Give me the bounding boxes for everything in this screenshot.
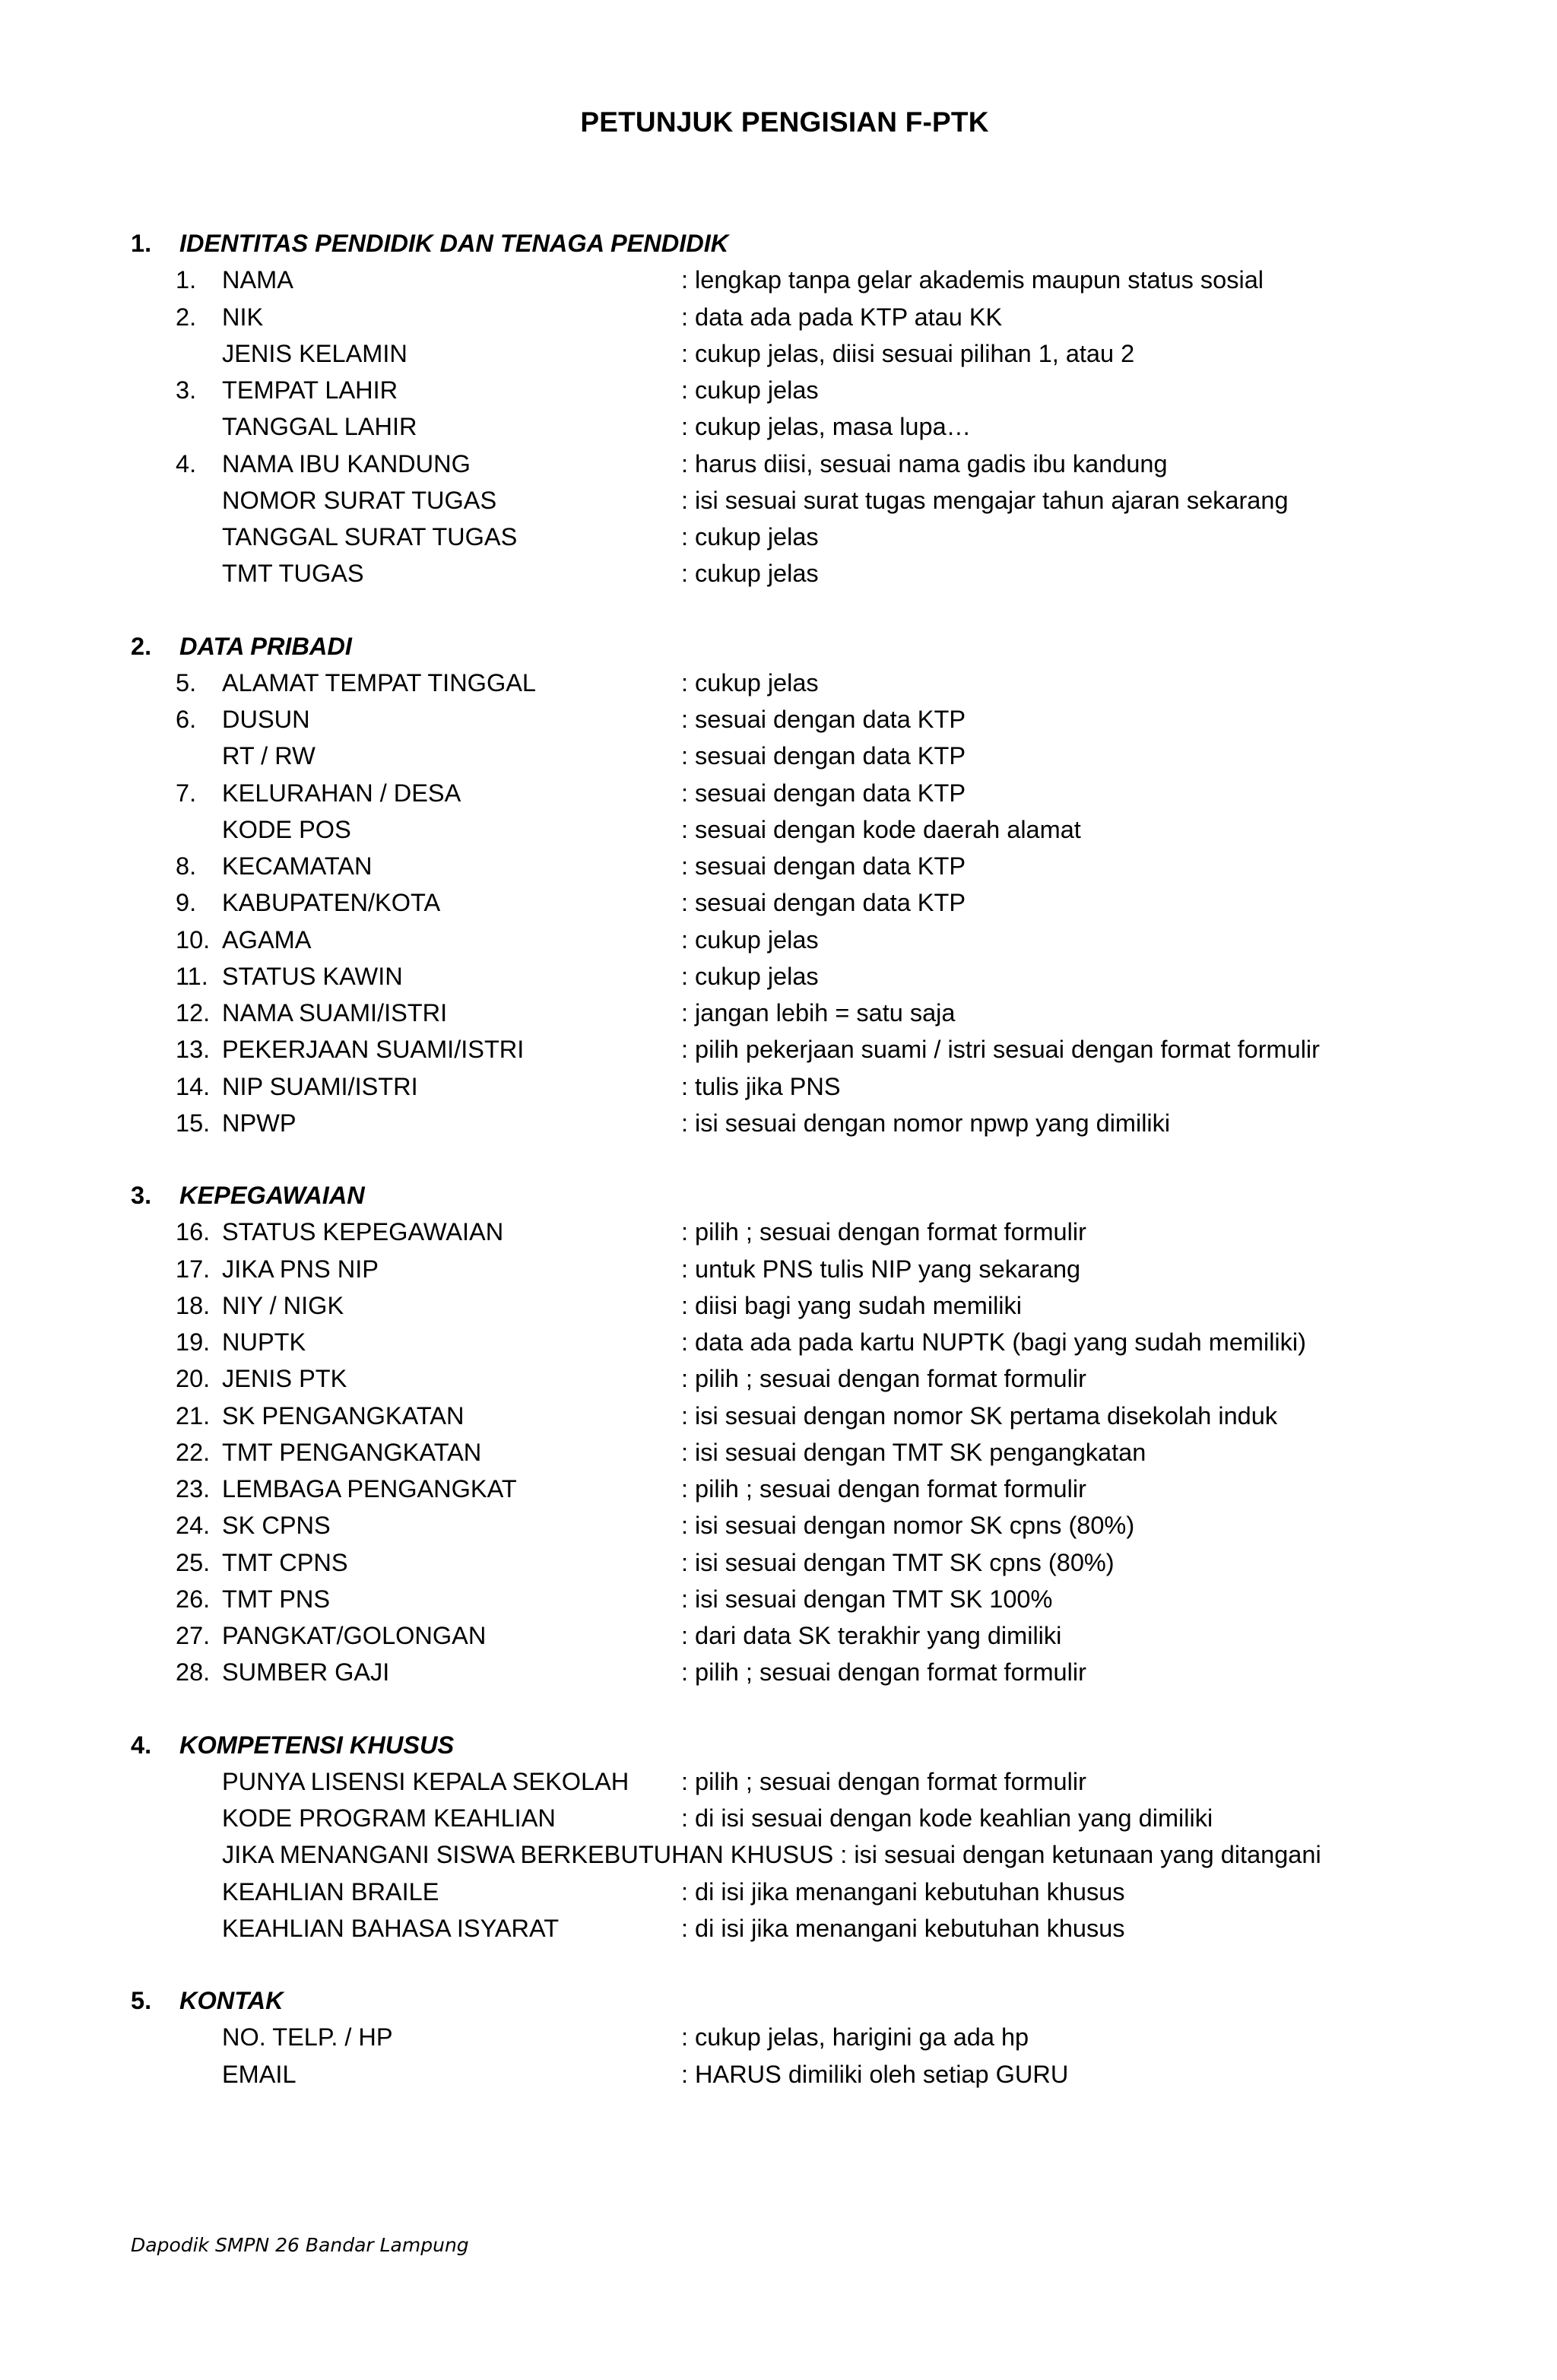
- field-number: 9.: [176, 889, 197, 917]
- field-label: PANGKAT/GOLONGAN: [222, 1622, 487, 1649]
- field-number: 15.: [176, 1109, 211, 1137]
- field-number: 8.: [176, 852, 197, 880]
- section-4: [0, 1727, 1557, 1947]
- field-description: : sesuai dengan kode daerah alamat: [681, 815, 1081, 843]
- field-label: SUMBER GAJI: [222, 1658, 390, 1687]
- field-label: LEMBAGA PENGANGKAT: [222, 1475, 517, 1503]
- field-number: 21.: [176, 1401, 211, 1430]
- section-number: 1.: [131, 230, 152, 257]
- field-label: RT / RW: [222, 742, 316, 770]
- field-row: [0, 1836, 1557, 1873]
- section-heading: [0, 1982, 1557, 2019]
- field-label: STATUS KEPEGAWAIAN: [222, 1218, 504, 1246]
- field-number: 11.: [176, 962, 208, 990]
- field-row: [0, 1214, 1557, 1250]
- section-2: [0, 628, 1557, 1142]
- field-row: [0, 1251, 1557, 1287]
- field-label: TANGGAL SURAT TUGAS: [222, 523, 518, 551]
- section-heading: [0, 1727, 1557, 1763]
- field-label: NAMA: [222, 266, 293, 294]
- field-description: : cukup jelas: [681, 668, 819, 697]
- field-row: [0, 1105, 1557, 1141]
- field-row: [0, 995, 1557, 1031]
- field-number: 3.: [176, 376, 197, 404]
- field-number: 18.: [176, 1291, 211, 1319]
- field-description: : pilih ; sesuai dengan format formulir: [681, 1767, 1086, 1795]
- field-number: 20.: [176, 1365, 211, 1393]
- field-row: [0, 811, 1557, 848]
- field-label: SK PENGANGKATAN: [222, 1401, 465, 1430]
- field-number: 27.: [176, 1622, 211, 1649]
- field-label: KABUPATEN/KOTA: [222, 889, 441, 917]
- section-title: DATA PRIBADI: [179, 632, 352, 660]
- field-row: [0, 446, 1557, 482]
- field-description: : isi sesuai dengan nomor SK cpns (80%): [681, 1512, 1135, 1540]
- field-row: [0, 1360, 1557, 1397]
- field-number: 10.: [176, 925, 211, 954]
- field-description: : cukup jelas, masa lupa…: [681, 413, 972, 441]
- field-description: : data ada pada kartu NUPTK (bagi yang sudah memiliki): [681, 1328, 1306, 1356]
- field-number: 26.: [176, 1585, 211, 1613]
- field-row: [0, 1434, 1557, 1471]
- field-label: NAMA SUAMI/ISTRI: [222, 999, 448, 1027]
- field-label: EMAIL: [222, 2060, 296, 2088]
- field-label: NIY / NIGK: [222, 1291, 344, 1319]
- page-title: PETUNJUK PENGISIAN F-PTK: [580, 106, 989, 138]
- field-label: TEMPAT LAHIR: [222, 376, 398, 404]
- field-description: : di isi jika menangani kebutuhan khusus: [681, 1914, 1125, 1942]
- field-number: 28.: [176, 1658, 211, 1687]
- field-label: TMT PENGANGKATAN: [222, 1438, 482, 1466]
- field-row: [0, 299, 1557, 335]
- field-row: [0, 884, 1557, 921]
- field-label: KODE POS: [222, 815, 351, 843]
- field-row: [0, 1910, 1557, 1947]
- field-row: [0, 1581, 1557, 1617]
- section-5: [0, 1982, 1557, 2093]
- field-description: : isi sesuai surat tugas mengajar tahun ajaran sekarang: [681, 486, 1289, 514]
- section-title: KEPEGAWAIAN: [179, 1182, 365, 1209]
- field-row: [0, 1471, 1557, 1507]
- section-1: [0, 225, 1557, 592]
- field-label: NIP SUAMI/ISTRI: [222, 1072, 418, 1100]
- field-number: 4.: [176, 449, 197, 478]
- field-description: : isi sesuai dengan nomor SK pertama disekolah induk: [681, 1401, 1278, 1430]
- field-number: 24.: [176, 1512, 211, 1540]
- section-number: 5.: [131, 1987, 152, 2014]
- field-description: : HARUS dimiliki oleh setiap GURU: [681, 2060, 1069, 2088]
- section-3: [0, 1177, 1557, 1691]
- field-description: : di isi sesuai dengan kode keahlian yang dimiliki: [681, 1804, 1213, 1832]
- field-row: [0, 1800, 1557, 1836]
- field-row: [0, 1617, 1557, 1654]
- field-row: [0, 958, 1557, 995]
- field-description: : sesuai dengan data KTP: [681, 889, 966, 917]
- section-heading: [0, 628, 1557, 665]
- field-label: TMT CPNS: [222, 1548, 348, 1576]
- field-description: : tulis jika PNS: [681, 1072, 841, 1100]
- field-row: [0, 2019, 1557, 2055]
- field-number: 23.: [176, 1475, 211, 1503]
- field-number: 2.: [176, 303, 197, 331]
- field-label: SK CPNS: [222, 1512, 331, 1540]
- field-description: : isi sesuai dengan nomor npwp yang dimiliki: [681, 1109, 1171, 1137]
- field-row: [0, 1324, 1557, 1360]
- field-row: [0, 1068, 1557, 1105]
- field-description: : cukup jelas: [681, 925, 819, 954]
- field-description: : cukup jelas: [681, 560, 819, 588]
- field-label: KECAMATAN: [222, 852, 373, 880]
- section-number: 3.: [131, 1182, 152, 1209]
- field-number: 22.: [176, 1438, 211, 1466]
- section-title: IDENTITAS PENDIDIK DAN TENAGA PENDIDIK: [179, 230, 729, 257]
- field-number: 12.: [176, 999, 211, 1027]
- field-label: TANGGAL LAHIR: [222, 413, 417, 441]
- field-row: [0, 372, 1557, 408]
- field-label: JENIS PTK: [222, 1365, 347, 1393]
- field-description: : dari data SK terakhir yang dimiliki: [681, 1622, 1062, 1649]
- instructions-list: [0, 225, 1557, 2128]
- field-label: KEAHLIAN BRAILE: [222, 1877, 439, 1906]
- field-label: NUPTK: [222, 1328, 306, 1356]
- section-heading: [0, 225, 1557, 262]
- field-number: 13.: [176, 1036, 211, 1064]
- field-row: [0, 1874, 1557, 1910]
- field-description: : pilih ; sesuai dengan format formulir: [681, 1658, 1086, 1687]
- field-number: 7.: [176, 779, 197, 807]
- field-label: JIKA MENANGANI SISWA BERKEBUTUHAN KHUSUS : isi sesuai dengan ketunaan yang ditangani: [222, 1841, 1321, 1869]
- field-description: : cukup jelas: [681, 523, 819, 551]
- field-label: NO. TELP. / HP: [222, 2023, 393, 2052]
- field-row: [0, 335, 1557, 372]
- field-row: [0, 775, 1557, 811]
- field-description: : sesuai dengan data KTP: [681, 852, 966, 880]
- field-description: : diisi bagi yang sudah memiliki: [681, 1291, 1022, 1319]
- field-row: [0, 262, 1557, 298]
- section-heading: [0, 1177, 1557, 1214]
- section-title: KONTAK: [179, 1987, 284, 2014]
- field-description: : cukup jelas, diisi sesuai pilihan 1, atau 2: [681, 339, 1135, 367]
- field-description: : sesuai dengan data KTP: [681, 779, 966, 807]
- field-number: 17.: [176, 1255, 211, 1283]
- field-description: : pilih ; sesuai dengan format formulir: [681, 1475, 1086, 1503]
- field-number: 6.: [176, 706, 197, 733]
- field-label: TMT PNS: [222, 1585, 331, 1613]
- field-row: [0, 665, 1557, 701]
- field-row: [0, 738, 1557, 774]
- page-footer: Dapodik SMPN 26 Bandar Lampung: [131, 2234, 469, 2256]
- field-row: [0, 1763, 1557, 1800]
- section-number: 2.: [131, 632, 152, 660]
- field-label: JIKA PNS NIP: [222, 1255, 379, 1283]
- field-number: 1.: [176, 266, 197, 294]
- field-row: [0, 848, 1557, 884]
- field-description: : untuk PNS tulis NIP yang sekarang: [681, 1255, 1081, 1283]
- field-number: 19.: [176, 1328, 211, 1356]
- field-description: : pilih ; sesuai dengan format formulir: [681, 1218, 1086, 1246]
- field-row: [0, 1544, 1557, 1581]
- field-row: [0, 408, 1557, 445]
- field-number: 14.: [176, 1072, 211, 1100]
- section-title: KOMPETENSI KHUSUS: [179, 1731, 455, 1759]
- field-row: [0, 1654, 1557, 1690]
- field-description: : isi sesuai dengan TMT SK pengangkatan: [681, 1438, 1146, 1466]
- field-label: TMT TUGAS: [222, 560, 364, 588]
- field-row: [0, 2056, 1557, 2093]
- field-label: DUSUN: [222, 706, 310, 733]
- field-row: [0, 701, 1557, 738]
- field-label: KODE PROGRAM KEAHLIAN: [222, 1804, 556, 1832]
- field-label: PUNYA LISENSI KEPALA SEKOLAH: [222, 1767, 629, 1795]
- field-label: AGAMA: [222, 925, 312, 954]
- field-description: : cukup jelas, harigini ga ada hp: [681, 2023, 1029, 2052]
- field-row: [0, 1398, 1557, 1434]
- field-label: PEKERJAAN SUAMI/ISTRI: [222, 1036, 525, 1064]
- field-row: [0, 519, 1557, 555]
- field-number: 16.: [176, 1218, 211, 1246]
- field-description: : cukup jelas: [681, 376, 819, 404]
- field-row: [0, 555, 1557, 592]
- field-description: : pilih pekerjaan suami / istri sesuai dengan format formulir: [681, 1036, 1320, 1064]
- field-description: : sesuai dengan data KTP: [681, 742, 966, 770]
- field-label: NPWP: [222, 1109, 296, 1137]
- field-label: NAMA IBU KANDUNG: [222, 449, 471, 478]
- field-row: [0, 482, 1557, 519]
- field-label: STATUS KAWIN: [222, 962, 403, 990]
- field-description: : pilih ; sesuai dengan format formulir: [681, 1365, 1086, 1393]
- field-row: [0, 1287, 1557, 1324]
- field-description: : lengkap tanpa gelar akademis maupun status sosial: [681, 266, 1264, 294]
- field-description: : harus diisi, sesuai nama gadis ibu kandung: [681, 449, 1168, 478]
- field-label: KELURAHAN / DESA: [222, 779, 461, 807]
- field-description: : isi sesuai dengan TMT SK 100%: [681, 1585, 1053, 1613]
- field-description: : di isi jika menangani kebutuhan khusus: [681, 1877, 1125, 1906]
- field-number: 5.: [176, 668, 197, 697]
- field-description: : sesuai dengan data KTP: [681, 706, 966, 733]
- field-description: : jangan lebih = satu saja: [681, 999, 956, 1027]
- field-description: : cukup jelas: [681, 962, 819, 990]
- field-row: [0, 1031, 1557, 1068]
- field-label: NOMOR SURAT TUGAS: [222, 486, 497, 514]
- section-number: 4.: [131, 1731, 152, 1759]
- field-description: : data ada pada KTP atau KK: [681, 303, 1003, 331]
- field-label: ALAMAT TEMPAT TINGGAL: [222, 668, 536, 697]
- field-row: [0, 922, 1557, 958]
- field-label: JENIS KELAMIN: [222, 339, 407, 367]
- field-label: KEAHLIAN BAHASA ISYARAT: [222, 1914, 560, 1942]
- field-row: [0, 1507, 1557, 1544]
- field-number: 25.: [176, 1548, 211, 1576]
- field-description: : isi sesuai dengan TMT SK cpns (80%): [681, 1548, 1115, 1576]
- field-label: NIK: [222, 303, 264, 331]
